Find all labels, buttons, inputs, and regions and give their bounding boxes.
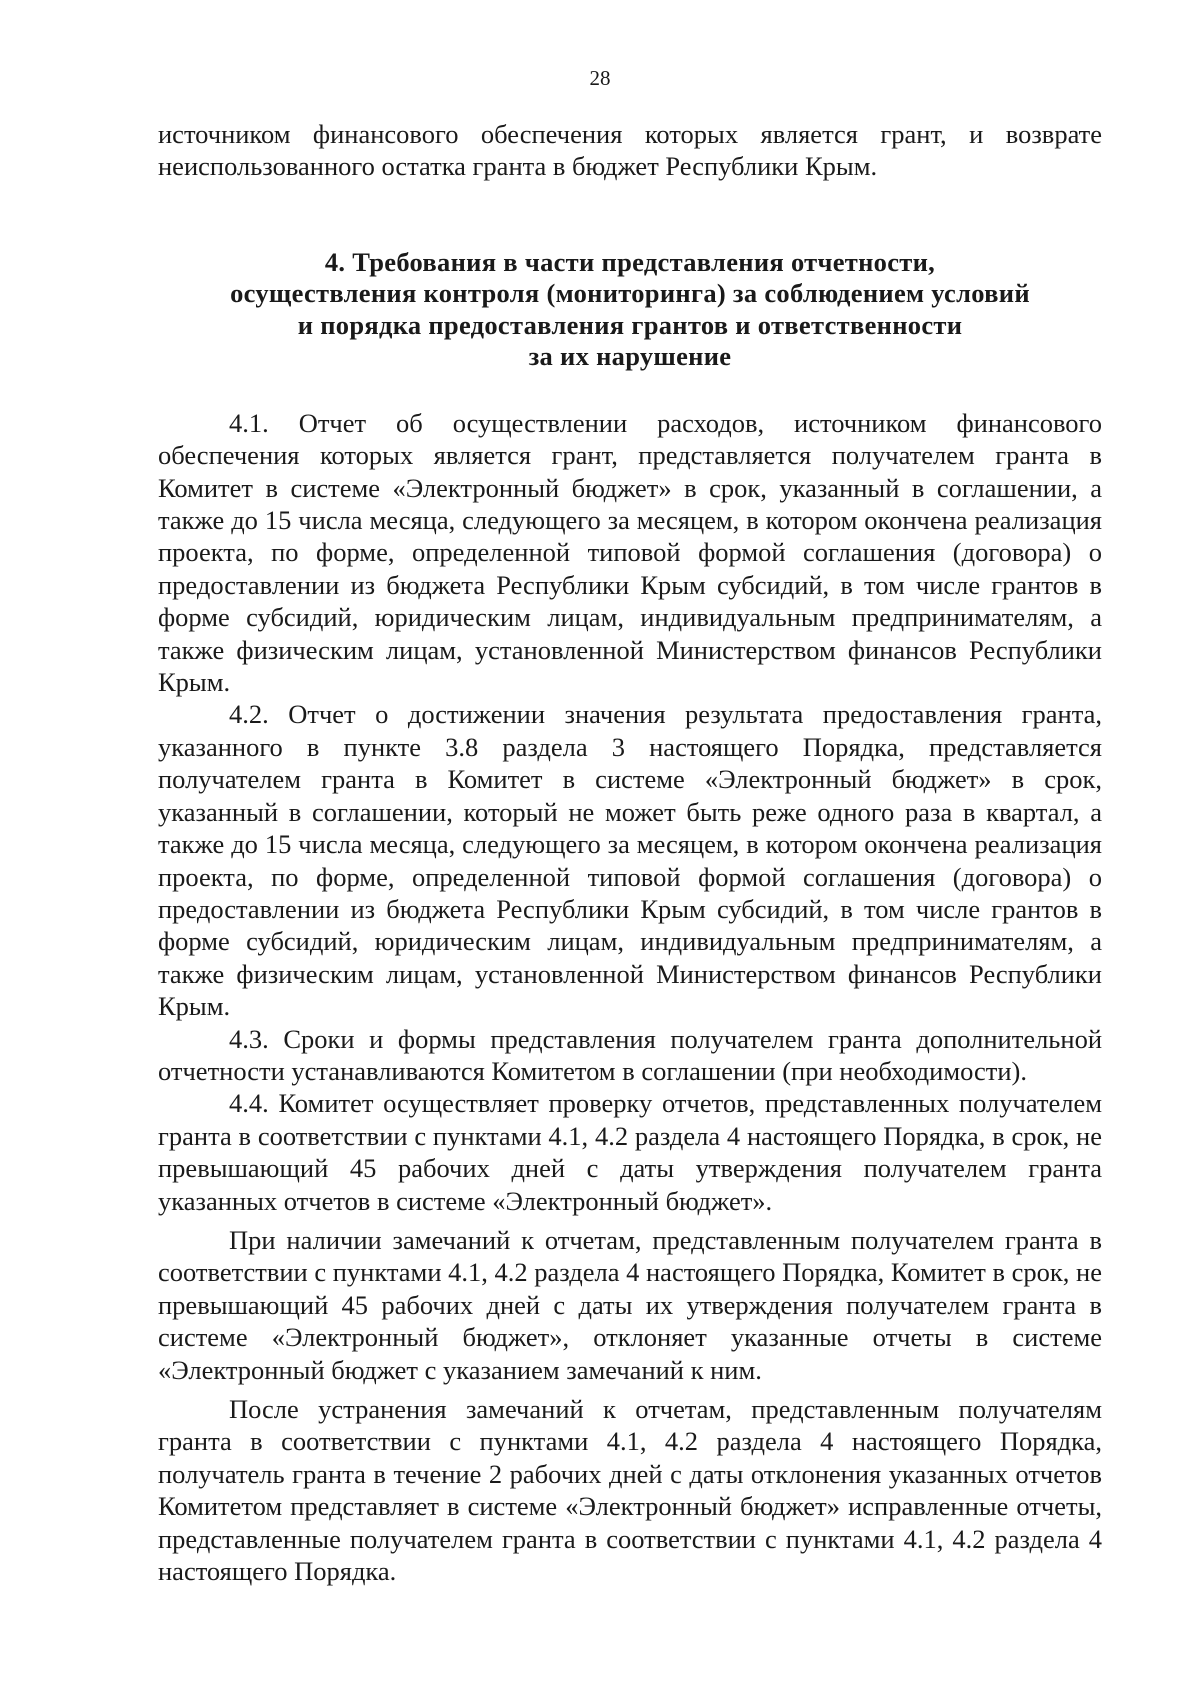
section-heading	[158, 247, 1102, 373]
section-heading-line-2: осуществления контроля (мониторинга) за соблюдением условий	[230, 278, 1030, 309]
paragraph-4-3: 4.3. Сроки и формы представления получателем гранта дополнительной отчетности устанавливаются Комитетом в соглашении (при необходимости).	[158, 1023, 1102, 1086]
section-heading-line-3: и порядка предоставления грантов и ответственности	[297, 309, 963, 340]
page-number: 28	[589, 66, 611, 90]
paragraph-4-2: 4.2. Отчет о достижении значения результата предоставления гранта, указанного в пункте 3.8 раздела 3 настоящего Порядка, представляется получателем гранта в Комитет в системе «Электронный бюджет» в срок, указанный в соглашении, который не может быть реже одного раза в квартал, а также до 15 числа месяца, следующего за месяцем, в котором окончена реализация проекта, по форме, определенной типовой формой соглашения (договора) о предоставлении из бюджета Республики Крым субсидий, в том числе грантов в форме субсидий, юридическим лицам, индивидуальным предпринимателям, а также физическим лицам, установленной Министерством финансов Республики Крым.	[158, 699, 1102, 1022]
paragraph-corrections: После устранения замечаний к отчетам, представленным получателям гранта в соответствии с пунктами 4.1, 4.2 раздела 4 настоящего Порядка, получатель гранта в течение 2 рабочих дней с даты отклонения указанных отчетов Комитетом представляет в системе «Электронный бюджет» исправленные отчеты, представленные получателем гранта в соответствии с пунктами 4.1, 4.2 раздела 4 настоящего Порядка.	[158, 1394, 1102, 1587]
paragraph-4-1: 4.1. Отчет об осуществлении расходов, источником финансового обеспечения которых является грант, представляется получателем гранта в Комитет в системе «Электронный бюджет» в срок, указанный в соглашении, а также до 15 числа месяца, следующего за месяцем, в котором окончена реализация проекта, по форме, определенной типовой формой соглашения (договора) о предоставлении из бюджета Республики Крым субсидий, в том числе грантов в форме субсидий, юридическим лицам, индивидуальным предпринимателям, а также физическим лицам, установленной Министерством финансов Республики Крым.	[158, 407, 1102, 698]
section-heading-line-1: 4. Требования в части представления отчетности,	[324, 246, 936, 277]
section-heading-line-4: за их нарушение	[528, 341, 732, 372]
document-body	[158, 118, 1102, 1587]
continuation-text: источником финансового обеспечения которых является грант, и возврате неиспользованного остатка гранта в бюджет Республики Крым.	[158, 119, 1102, 182]
paragraph-4-4: 4.4. Комитет осуществляет проверку отчетов, представленных получателем гранта в соответствии с пунктами 4.1, 4.2 раздела 4 настоящего Порядка, в срок, не превышающий 45 рабочих дней с даты утверждения получателем гранта указанных отчетов в системе «Электронный бюджет».	[158, 1088, 1102, 1216]
paragraph-remarks: При наличии замечаний к отчетам, представленным получателем гранта в соответствии с пунктами 4.1, 4.2 раздела 4 настоящего Порядка, Комитет в срок, не превышающий 45 рабочих дней с даты их утверждения получателем гранта в системе «Электронный бюджет», отклоняет указанные отчеты в системе «Электронный бюджет с указанием замечаний к ним.	[158, 1224, 1102, 1385]
